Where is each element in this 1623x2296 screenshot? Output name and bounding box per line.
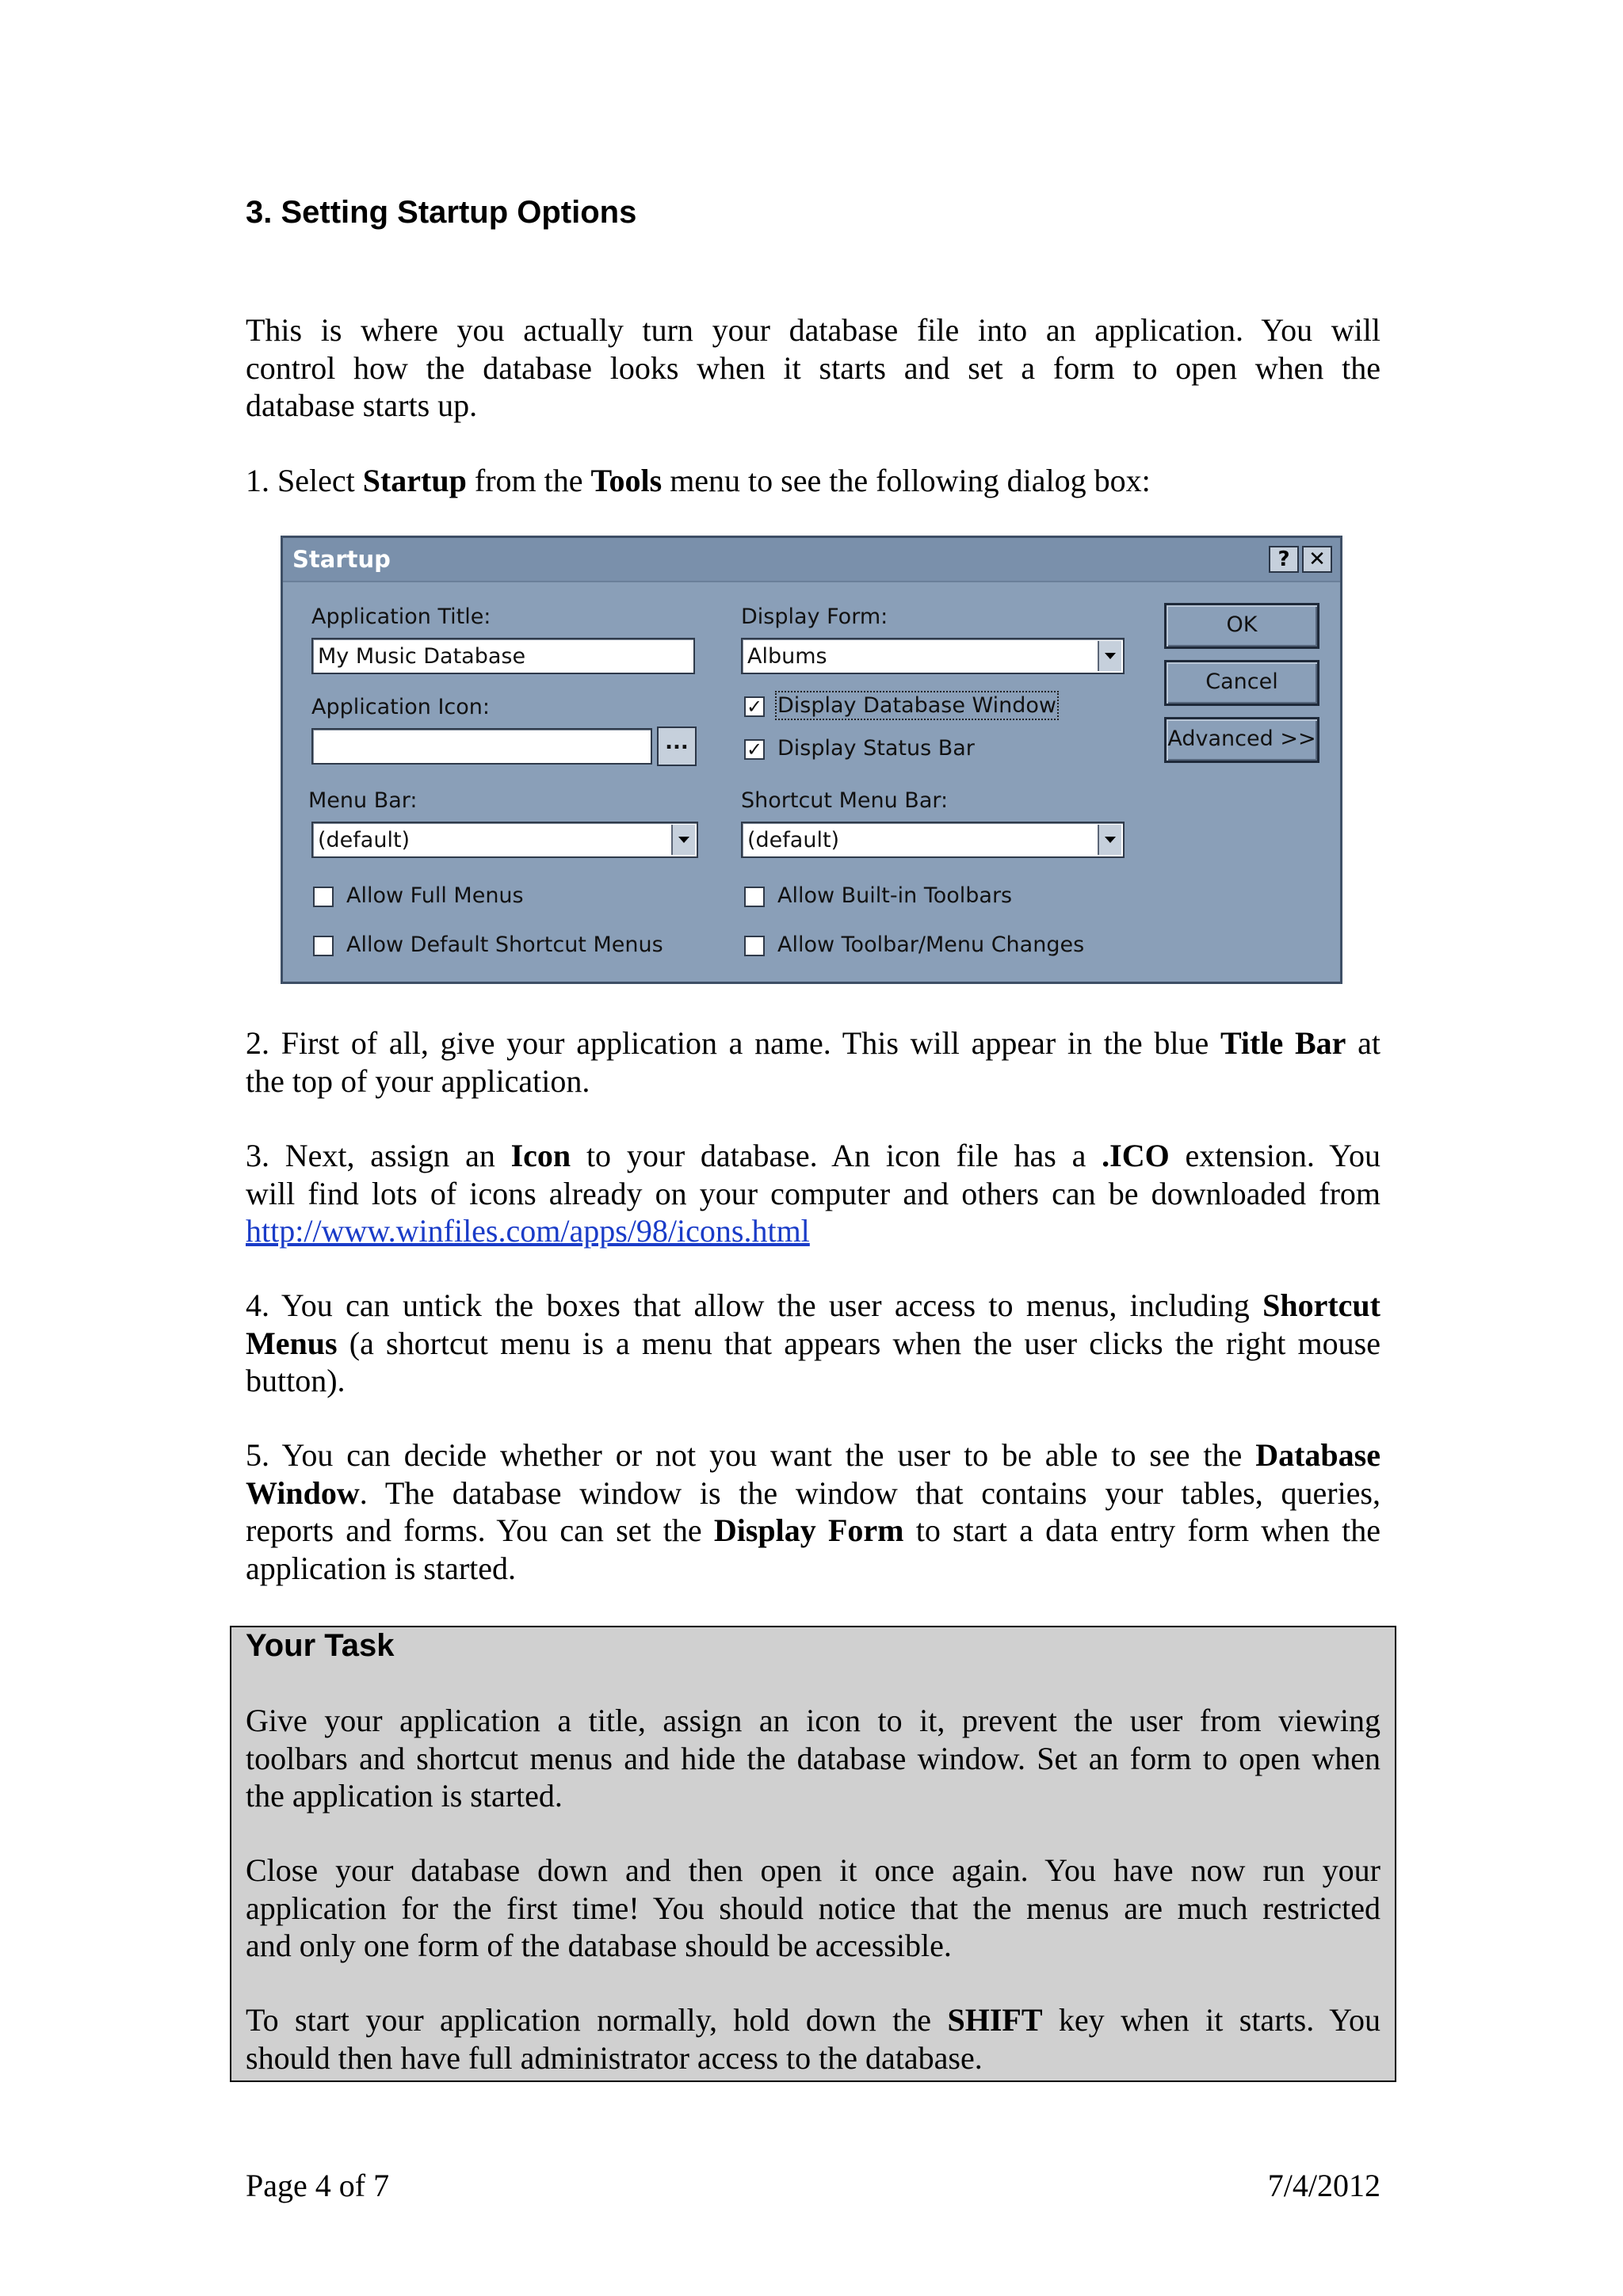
step-2: 2. First of all, give your application a name. This will appear in the blue Title Bar at the top of your application. — [246, 1025, 1381, 1099]
allow-full-menus-label: Allow Full Menus — [346, 883, 524, 908]
dialog-title-bar — [283, 538, 1340, 582]
intro-paragraph — [246, 311, 1381, 425]
ok-button[interactable]: OK — [1164, 603, 1319, 649]
display-database-window-label: Display Database Window — [777, 693, 1056, 718]
menu-bar-value: (default) — [318, 828, 411, 852]
step-4: 4. You can untick the boxes that allow the user access to menus, including Shortcut Menus (a shortcut menu is a menu that appears when the user clicks the right mouse button). — [246, 1287, 1381, 1398]
display-form-value: Albums — [747, 644, 827, 669]
task-paragraph-1: Give your application a title, assign an icon to it, prevent the user from viewing toolbars and shortcut menus and hide the database window. Set an form to open when the application is started. — [246, 1703, 1381, 1814]
icons-link[interactable]: http://www.winfiles.com/apps/98/icons.html — [246, 1213, 810, 1249]
task-paragraph-2: Close your database down and then open it once again. You have now run your application for the first time! You should notice that the menus are much restricted and only one form of the database should be accessible. — [246, 1852, 1381, 1963]
page-number: Page 4 of 7 — [246, 2168, 390, 2203]
task-paragraph-3: To start your application normally, hold down the SHIFT key when it starts. You should then have full administrator access to the database. — [246, 2002, 1381, 2076]
step-5: 5. You can decide whether or not you want the user to be able to see the Database Window. The database window is the window that contains your tables, queries, reports and forms. You can set the Display Form to start a data entry form when the application is started. — [246, 1437, 1381, 1586]
browse-button[interactable]: ... — [657, 727, 697, 766]
allow-toolbar-menu-changes-label: Allow Toolbar/Menu Changes — [777, 933, 1085, 957]
allow-toolbar-menu-changes-checkbox[interactable] — [744, 936, 765, 956]
shortcut-menu-bar-select[interactable] — [741, 822, 1125, 858]
advanced-button[interactable]: Advanced >> — [1164, 717, 1319, 763]
display-database-window-checkbox[interactable]: ✓ — [744, 696, 765, 717]
shortcut-menu-bar-value: (default) — [747, 828, 840, 852]
page-date: 7/4/2012 — [1267, 2168, 1381, 2203]
allow-builtin-toolbars-label: Allow Built-in Toolbars — [777, 883, 1013, 908]
menu-bar-label: Menu Bar: — [308, 788, 418, 813]
allow-default-shortcut-menus-checkbox[interactable] — [313, 936, 334, 956]
application-title-input[interactable]: My Music Database — [311, 638, 695, 674]
application-icon-input[interactable] — [311, 728, 652, 765]
menu-bar-select[interactable] — [311, 822, 698, 858]
allow-full-menus-checkbox[interactable] — [313, 887, 334, 907]
help-button[interactable]: ? — [1269, 546, 1299, 573]
chevron-down-icon[interactable] — [1098, 641, 1121, 671]
task-title: Your Task — [246, 1628, 395, 1663]
display-status-bar-checkbox[interactable]: ✓ — [744, 739, 765, 760]
application-icon-label: Application Icon: — [311, 695, 490, 719]
intro-line: database starts up. — [246, 387, 478, 423]
display-form-label: Display Form: — [741, 605, 888, 629]
intro-line: control how the database looks when it starts and set a form to open when the — [246, 349, 1381, 386]
section-title: 3. Setting Startup Options — [246, 195, 637, 230]
shortcut-menu-bar-label: Shortcut Menu Bar: — [741, 788, 949, 813]
intro-line: This is where you actually turn your database file into an application. You will — [246, 312, 1381, 348]
chevron-down-icon[interactable] — [671, 825, 695, 855]
chevron-down-icon[interactable] — [1098, 825, 1121, 855]
startup-dialog — [281, 536, 1342, 984]
dialog-title: Startup — [292, 546, 391, 573]
step-1: 1. Select Startup from the Tools menu to see the following dialog box: — [246, 463, 1151, 498]
display-status-bar-label: Display Status Bar — [777, 736, 975, 761]
cancel-button[interactable]: Cancel — [1164, 660, 1319, 706]
step-3: 3. Next, assign an Icon to your database. An icon file has a .ICO extension. You will find lots of icons already on your computer and others can be downloaded from http://www.winfiles.com/apps/98/icons.html — [246, 1138, 1381, 1249]
close-button[interactable]: ✕ — [1302, 546, 1332, 573]
allow-default-shortcut-menus-label: Allow Default Shortcut Menus — [346, 933, 663, 957]
application-title-label: Application Title: — [311, 605, 491, 629]
display-form-select[interactable] — [741, 638, 1125, 674]
allow-builtin-toolbars-checkbox[interactable] — [744, 887, 765, 907]
